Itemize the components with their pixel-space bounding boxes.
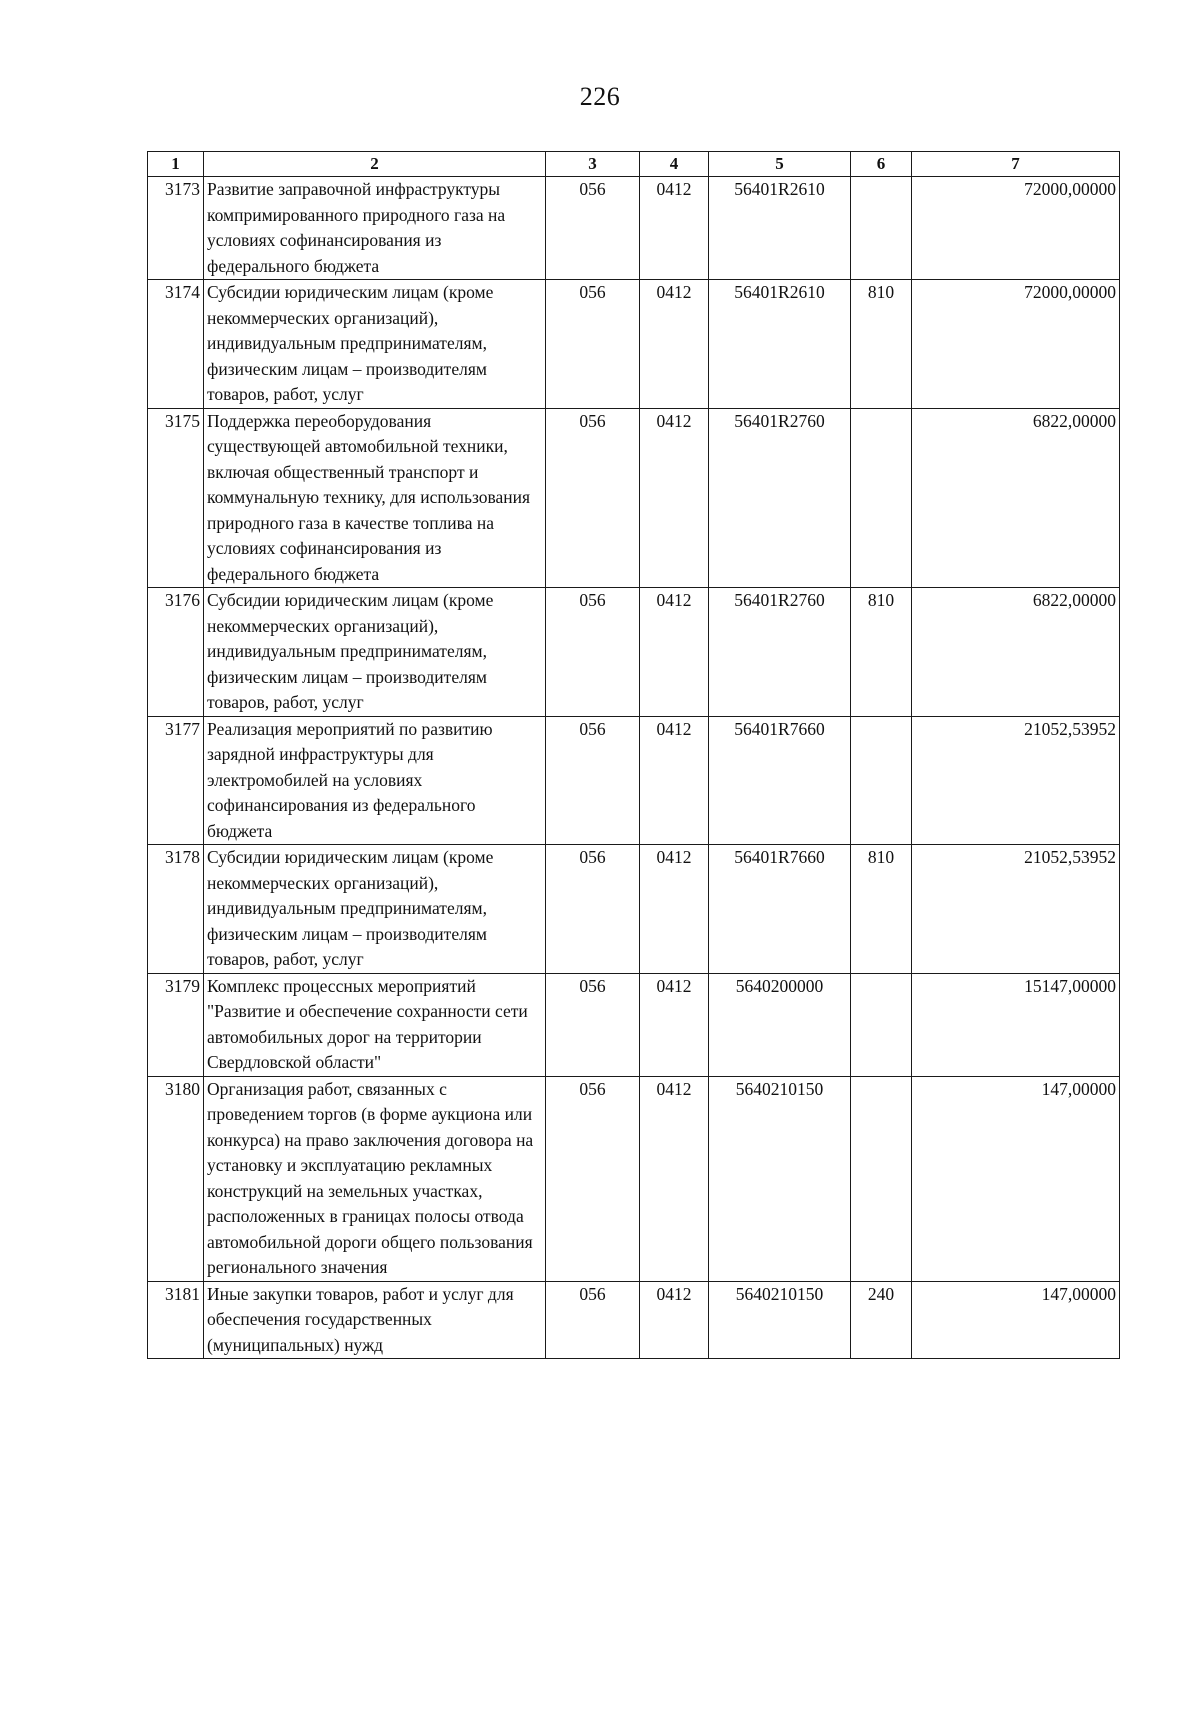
expense-type-code: 810 bbox=[851, 280, 912, 409]
section-code: 0412 bbox=[640, 1076, 709, 1281]
target-article-code: 56401R7660 bbox=[709, 716, 851, 845]
target-article-code: 56401R2610 bbox=[709, 280, 851, 409]
department-code: 056 bbox=[546, 1281, 640, 1359]
expense-type-code: 240 bbox=[851, 1281, 912, 1359]
row-name: Иные закупки товаров, работ и услуг для обеспечения государственных (муниципальных) нужд bbox=[204, 1281, 546, 1359]
header-cell: 2 bbox=[204, 152, 546, 177]
budget-table bbox=[147, 151, 1120, 1359]
amount: 6822,00000 bbox=[912, 408, 1120, 588]
target-article-code: 56401R2760 bbox=[709, 588, 851, 717]
header-cell: 7 bbox=[912, 152, 1120, 177]
target-article-code: 56401R7660 bbox=[709, 845, 851, 974]
row-number: 3176 bbox=[148, 588, 204, 717]
amount: 72000,00000 bbox=[912, 177, 1120, 280]
expense-type-code: 810 bbox=[851, 845, 912, 974]
header-row bbox=[148, 152, 1120, 177]
target-article-code: 56401R2610 bbox=[709, 177, 851, 280]
page-number: 226 bbox=[579, 82, 621, 111]
table-row bbox=[148, 408, 1120, 588]
section-code: 0412 bbox=[640, 716, 709, 845]
amount: 147,00000 bbox=[912, 1281, 1120, 1359]
table-row bbox=[148, 177, 1120, 280]
amount: 72000,00000 bbox=[912, 280, 1120, 409]
department-code: 056 bbox=[546, 280, 640, 409]
header-cell: 3 bbox=[546, 152, 640, 177]
department-code: 056 bbox=[546, 408, 640, 588]
table-row bbox=[148, 1076, 1120, 1281]
department-code: 056 bbox=[546, 973, 640, 1076]
expense-type-code bbox=[851, 177, 912, 280]
header-cell: 4 bbox=[640, 152, 709, 177]
expense-type-code bbox=[851, 716, 912, 845]
target-article-code: 5640210150 bbox=[709, 1076, 851, 1281]
row-name: Субсидии юридическим лицам (кроме некоммерческих организаций), индивидуальным предпринимателям, физическим лицам – производителям товаров, работ, услуг bbox=[204, 588, 546, 717]
row-number: 3175 bbox=[148, 408, 204, 588]
expense-type-code: 810 bbox=[851, 588, 912, 717]
section-code: 0412 bbox=[640, 1281, 709, 1359]
table-row bbox=[148, 716, 1120, 845]
amount: 6822,00000 bbox=[912, 588, 1120, 717]
row-name: Поддержка переоборудования существующей автомобильной техники, включая общественный транспорт и коммунальную технику, для использования природного газа в качестве топлива на условиях софинансирования из федерального бюджета bbox=[204, 408, 546, 588]
section-code: 0412 bbox=[640, 177, 709, 280]
table-row bbox=[148, 973, 1120, 1076]
header-cell: 5 bbox=[709, 152, 851, 177]
row-number: 3177 bbox=[148, 716, 204, 845]
target-article-code: 56401R2760 bbox=[709, 408, 851, 588]
target-article-code: 5640200000 bbox=[709, 973, 851, 1076]
header-cell: 6 bbox=[851, 152, 912, 177]
department-code: 056 bbox=[546, 716, 640, 845]
row-name: Субсидии юридическим лицам (кроме некоммерческих организаций), индивидуальным предпринимателям, физическим лицам – производителям товаров, работ, услуг bbox=[204, 845, 546, 974]
section-code: 0412 bbox=[640, 588, 709, 717]
section-code: 0412 bbox=[640, 408, 709, 588]
row-name: Реализация мероприятий по развитию зарядной инфраструктуры для электромобилей на условиях софинансирования из федерального бюджета bbox=[204, 716, 546, 845]
expense-type-code bbox=[851, 973, 912, 1076]
department-code: 056 bbox=[546, 845, 640, 974]
section-code: 0412 bbox=[640, 280, 709, 409]
row-name: Развитие заправочной инфраструктуры компримированного природного газа на условиях софинансирования из федерального бюджета bbox=[204, 177, 546, 280]
target-article-code: 5640210150 bbox=[709, 1281, 851, 1359]
row-name: Субсидии юридическим лицам (кроме некоммерческих организаций), индивидуальным предпринимателям, физическим лицам – производителям товаров, работ, услуг bbox=[204, 280, 546, 409]
row-number: 3181 bbox=[148, 1281, 204, 1359]
amount: 21052,53952 bbox=[912, 845, 1120, 974]
section-code: 0412 bbox=[640, 973, 709, 1076]
section-code: 0412 bbox=[640, 845, 709, 974]
row-number: 3179 bbox=[148, 973, 204, 1076]
amount: 147,00000 bbox=[912, 1076, 1120, 1281]
amount: 21052,53952 bbox=[912, 716, 1120, 845]
department-code: 056 bbox=[546, 588, 640, 717]
header-cell: 1 bbox=[148, 152, 204, 177]
table-row bbox=[148, 1281, 1120, 1359]
row-name: Комплекс процессных мероприятий "Развитие и обеспечение сохранности сети автомобильных дорог на территории Свердловской области" bbox=[204, 973, 546, 1076]
table-row bbox=[148, 845, 1120, 974]
table-row bbox=[148, 280, 1120, 409]
expense-type-code bbox=[851, 408, 912, 588]
department-code: 056 bbox=[546, 177, 640, 280]
row-name: Организация работ, связанных с проведением торгов (в форме аукциона или конкурса) на право заключения договора на установку и эксплуатацию рекламных конструкций на земельных участках, расположенных в границах полосы отвода автомобильной дороги общего пользования регионального значения bbox=[204, 1076, 546, 1281]
row-number: 3178 bbox=[148, 845, 204, 974]
expense-type-code bbox=[851, 1076, 912, 1281]
row-number: 3174 bbox=[148, 280, 204, 409]
table-row bbox=[148, 588, 1120, 717]
department-code: 056 bbox=[546, 1076, 640, 1281]
row-number: 3173 bbox=[148, 177, 204, 280]
row-number: 3180 bbox=[148, 1076, 204, 1281]
amount: 15147,00000 bbox=[912, 973, 1120, 1076]
